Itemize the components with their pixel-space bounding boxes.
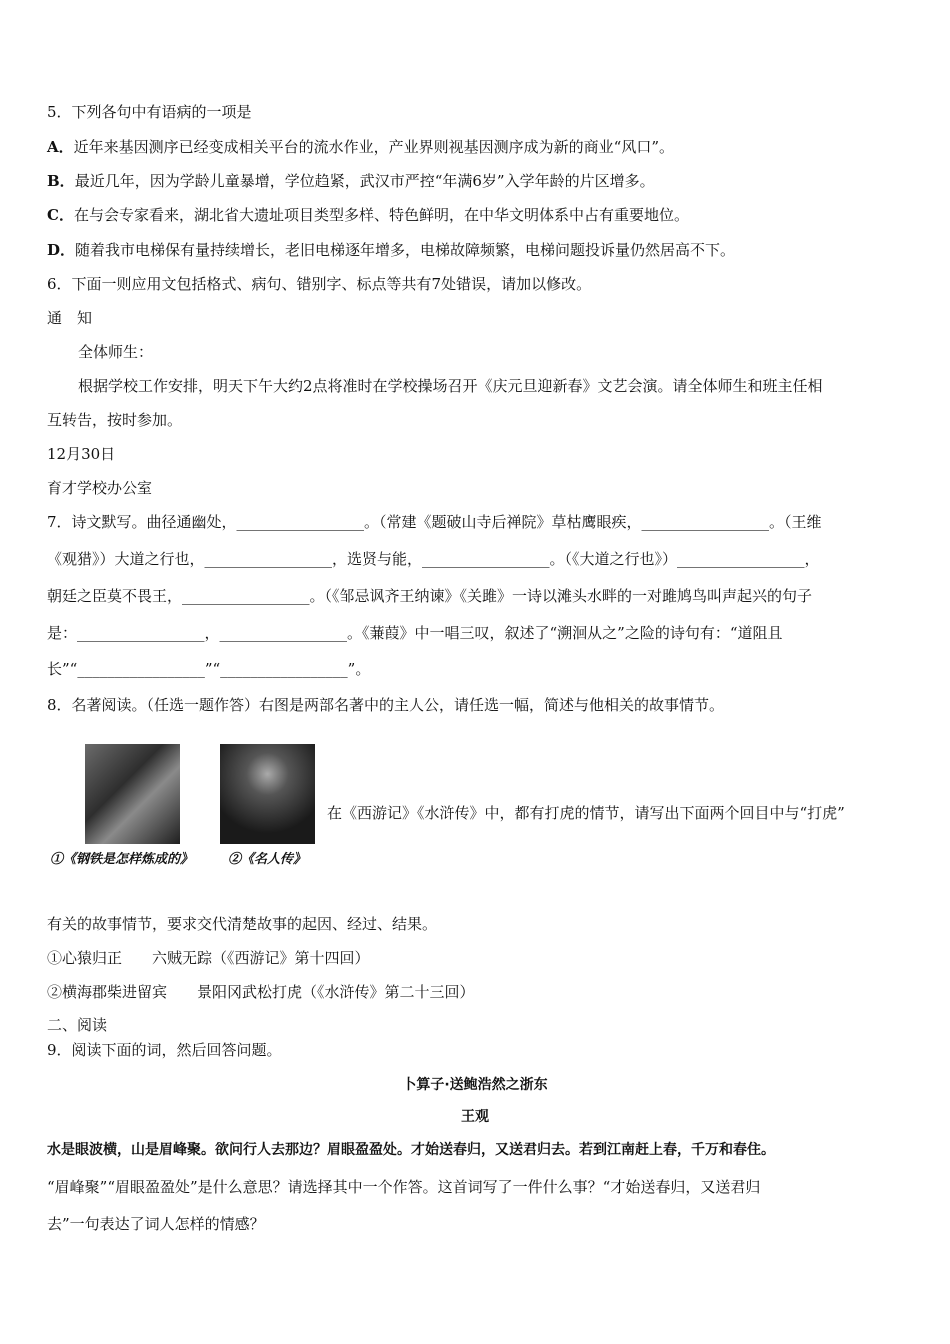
q8-stem: 8．名著阅读。（任选一题作答）右图是两部名著中的主人公，请任选一幅，简述与他相关的故事情节。 [47,696,725,714]
notice-greeting: 全体师生： [78,343,154,361]
section-heading-reading: 二、阅读 [47,1016,108,1034]
notice-body-line-2: 互转告，按时参加。 [47,411,183,429]
q5-option-b [47,171,655,191]
book-cover-image-1 [85,744,180,844]
q7-line-4: 是：_________________，_________________。《蒹葭》中一唱三叹，叙述了“溯洄从之”之险的诗句有：“道阻且 [47,624,783,642]
q9-question-line-2: 去”一句表达了词人怎样的情感？ [47,1215,265,1233]
q9-stem: 9．阅读下面的词，然后回答问题。 [47,1041,282,1059]
q7-line-2: 《观猎》）大道之行也，_________________，选贤与能，_________________。（《大道之行也》）_________________， [47,550,820,568]
q5-option-a [47,137,674,157]
q5-option-c [47,205,689,225]
q8-text-line-2: 有关的故事情节，要求交代清楚故事的起因、经过、结果。 [47,915,438,933]
q5-option-d [47,240,735,260]
image-caption-2: ②《名人传》 [228,852,307,867]
notice-date: 12月30日 [47,445,116,463]
option-text: 随着我市电梯保有量持续增长，老旧电梯逐年增多，电梯故障频繁，电梯问题投诉量仍然居高不下。 [75,241,736,259]
poem-author: 王观 [461,1109,489,1125]
option-key: D． [47,241,76,259]
option-text: 在与会专家看来，湖北省大遗址项目类型多样、特色鲜明，在中华文明体系中占有重要地位。 [73,206,689,224]
poem-title: 卜算子·送鲍浩然之浙东 [402,1077,548,1093]
option-key: A． [47,138,74,156]
q8-item-1: ①心猿归正 六贼无踪（《西游记》第十四回） [47,949,370,967]
q7-line-1: 7．诗文默写。曲径通幽处，_________________。（常建《题破山寺后禅院》草枯鹰眼疾，_________________。（王维 [47,513,822,531]
notice-sender: 育才学校办公室 [47,479,153,497]
image-caption-1: ①《钢铁是怎样炼成的》 [50,852,194,867]
notice-body-line-1: 根据学校工作安排，明天下午大约2点将准时在学校操场召开《庆元旦迎新春》文艺会演。请全体师生和班主任相 [78,377,823,395]
option-text: 最近几年，因为学龄儿童暴增，学位趋紧，武汉市严控“年满6岁”入学年龄的片区增多。 [74,172,655,190]
q7-line-5: 长”“_________________”“_________________”。 [47,660,371,678]
poem-text: 水是眼波横，山是眉峰聚。欲问行人去那边？眉眼盈盈处。才始送春归，又送君归去。若到江南赶上春，千万和春住。 [47,1142,775,1158]
q5-stem: 5．下列各句中有语病的一项是 [47,103,252,121]
option-key: C． [47,206,74,224]
q7-line-3: 朝廷之臣莫不畏王，_________________。（《邹忌讽齐王纳谏》《关雎》一诗以滩头水畔的一对雎鸠鸟叫声起兴的句子 [47,587,813,605]
option-key: B． [47,172,75,190]
q8-item-2: ②横海郡柴进留宾 景阳冈武松打虎（《水浒传》第二十三回） [47,983,475,1001]
q6-stem: 6．下面一则应用文包括格式、病句、错别字、标点等共有7处错误，请加以修改。 [47,275,592,293]
notice-title: 通 知 [47,309,93,327]
portrait-image-2 [220,744,315,844]
option-text: 近年来基因测序已经变成相关平台的流水作业，产业界则视基因测序成为新的商业“风口”。 [73,138,674,156]
q9-question-line-1: “眉峰聚”“眉眼盈盈处”是什么意思？请选择其中一个作答。这首词写了一件什么事？“才始送春归，又送君归 [47,1178,761,1196]
q8-text-line-1: 在《西游记》《水浒传》中，都有打虎的情节，请写出下面两个回目中与“打虎” [327,804,845,822]
